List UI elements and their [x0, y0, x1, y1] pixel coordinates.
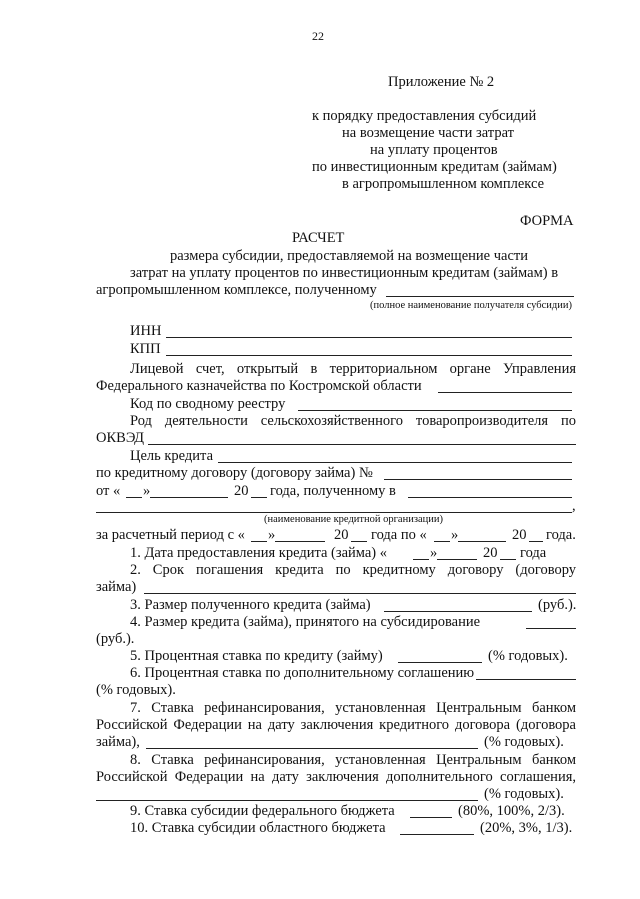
item-1-year-label: года [520, 545, 547, 561]
period-from-month-field[interactable] [275, 541, 325, 542]
item-3-unit: (руб.). [538, 597, 577, 613]
bank-name-field-cont[interactable] [96, 512, 572, 513]
consolidated-field[interactable] [298, 410, 572, 411]
federal-subsidy-rate-field[interactable] [410, 817, 452, 818]
item-6-unit: (% годовых). [96, 682, 176, 698]
item-2-label: 2. Срок погашения кредита по кредитному договору (договору [130, 562, 576, 578]
contract-day-field[interactable] [126, 497, 142, 498]
inn-field[interactable] [166, 337, 572, 338]
item-8-label: 8. Ставка рефинансирования, установленная Центральным банком [130, 752, 576, 768]
refinancing-rate-agreement-field[interactable] [96, 800, 478, 801]
appendix-line: на уплату процентов [370, 142, 498, 158]
item-1-close-quote: » [430, 545, 438, 561]
period-from-year-field[interactable] [351, 541, 367, 542]
period-close-quote: » [451, 527, 459, 543]
period-to-label: года по « [371, 527, 427, 543]
period-from-day-field[interactable] [251, 541, 267, 542]
item-6-label: 6. Процентная ставка по дополнительному соглашению [130, 665, 475, 681]
account-label: Лицевой счет, открытый в территориальном органе Управления [130, 361, 576, 377]
year-prefix: 20 [512, 527, 527, 543]
inn-label: ИНН [130, 323, 162, 339]
interest-rate-field[interactable] [398, 662, 482, 663]
kpp-label: КПП [130, 341, 161, 357]
account-label-cont: Федерального казначейства по Костромской области [96, 378, 422, 394]
contract-label: по кредитному договору (договору займа) № [96, 465, 373, 481]
item-8-unit: (% годовых). [484, 786, 564, 802]
item-5-unit: (% годовых). [488, 648, 568, 664]
period-to-month-field[interactable] [458, 541, 506, 542]
repayment-term-field[interactable] [144, 593, 576, 594]
item-3-label: 3. Размер полученного кредита (займа) [130, 597, 371, 613]
comma: , [572, 498, 576, 514]
item-8-label-cont: Российской Федерации на дату заключения дополнительного соглашения, [96, 769, 576, 785]
item-7-label-end: займа), [96, 734, 140, 750]
contract-number-field[interactable] [384, 479, 572, 480]
purpose-field[interactable] [218, 462, 572, 463]
appendix-line: в агропромышленном комплексе [342, 176, 545, 192]
loan-year-field[interactable] [500, 559, 516, 560]
purpose-label: Цель кредита [130, 448, 214, 464]
appendix-title: Приложение № 2 [388, 74, 495, 90]
loan-day-field[interactable] [413, 559, 429, 560]
appendix-line: к порядку предоставления субсидий [312, 108, 537, 124]
date-close-quote: » [143, 483, 151, 499]
subsidized-amount-field[interactable] [526, 628, 576, 629]
year-prefix: 20 [483, 545, 498, 561]
heading-line: размера субсидии, предоставляемой на возмещение части [170, 248, 528, 264]
doc-title: РАСЧЕТ [292, 230, 345, 246]
okved-label: ОКВЭД [96, 430, 145, 446]
appendix-line: по инвестиционным кредитам (займам) [312, 159, 557, 175]
period-to-year-field[interactable] [529, 541, 543, 542]
kpp-field[interactable] [166, 355, 572, 356]
period-to-day-field[interactable] [434, 541, 450, 542]
page-number: 22 [312, 29, 324, 43]
item-7-label: 7. Ставка рефинансирования, установленная Центральным банком [130, 700, 576, 716]
item-10-options: (20%, 3%, 1/3). [480, 820, 573, 836]
item-7-label-cont: Российской Федерации на дату заключения кредитного договора (договора [96, 717, 576, 733]
loan-amount-field[interactable] [384, 611, 532, 612]
account-field[interactable] [438, 392, 572, 393]
year-prefix: 20 [334, 527, 349, 543]
refinancing-rate-contract-field[interactable] [146, 748, 478, 749]
year-prefix: 20 [234, 483, 249, 499]
item-4-label: 4. Размер кредита (займа), принятого на субсидирование [130, 614, 481, 630]
recipient-name-field[interactable] [386, 296, 574, 297]
contract-month-field[interactable] [150, 497, 228, 498]
loan-month-field[interactable] [437, 559, 477, 560]
item-4-unit: (руб.). [96, 631, 135, 647]
date-open-quote: от « [96, 483, 121, 499]
item-9-options: (80%, 100%, 2/3). [458, 803, 565, 819]
okved-field[interactable] [148, 444, 576, 445]
additional-agreement-rate-field[interactable] [476, 679, 576, 680]
appendix-line: на возмещение части затрат [342, 125, 514, 141]
heading-line: агропромышленном комплексе, полученному [96, 282, 377, 298]
regional-subsidy-rate-field[interactable] [400, 834, 474, 835]
contract-year-field[interactable] [251, 497, 267, 498]
period-label: за расчетный период с « [96, 527, 245, 543]
activity-label: Род деятельности сельскохозяйственного товаропроизводителя по [130, 413, 576, 429]
period-close-quote: » [268, 527, 276, 543]
item-5-label: 5. Процентная ставка по кредиту (займу) [130, 648, 383, 664]
consolidated-label: Код по сводному реестру [130, 396, 286, 412]
recipient-hint: (полное наименование получателя субсидии) [370, 300, 572, 311]
received-in-label: года, полученному в [270, 483, 396, 499]
bank-name-field[interactable] [408, 497, 572, 498]
item-10-label: 10. Ставка субсидии областного бюджета [130, 820, 386, 836]
period-end-label: года. [546, 527, 576, 543]
item-1-label: 1. Дата предоставления кредита (займа) « [130, 545, 388, 561]
item-2-label-cont: займа) [96, 579, 137, 595]
item-7-unit: (% годовых). [484, 734, 564, 750]
form-label: ФОРМА [520, 213, 574, 229]
heading-line: затрат на уплату процентов по инвестиционным кредитам (займам) в [130, 265, 559, 281]
bank-hint: (наименование кредитной организации) [264, 514, 443, 525]
item-9-label: 9. Ставка субсидии федерального бюджета [130, 803, 395, 819]
